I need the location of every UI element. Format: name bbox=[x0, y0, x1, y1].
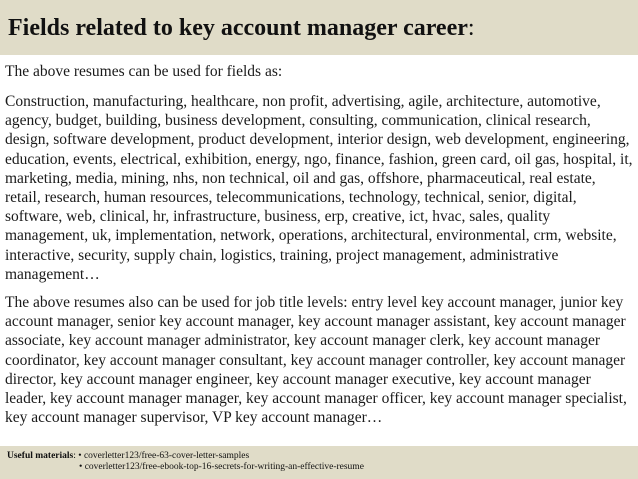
intro-text: The above resumes can be used for fields as: bbox=[5, 63, 283, 80]
footer-row-2 bbox=[7, 462, 638, 473]
useful-materials-colon: : bbox=[73, 451, 79, 461]
footer-link-cover-letters[interactable]: • coverletter123/free-63-cover-letter-samples bbox=[78, 451, 250, 461]
title-colon: : bbox=[467, 15, 475, 41]
footer-row-1 bbox=[7, 451, 638, 462]
useful-materials-label: Useful materials bbox=[7, 451, 74, 461]
title-text: Fields related to key account manager career bbox=[8, 15, 468, 41]
page-title bbox=[8, 14, 638, 42]
title-bar bbox=[0, 0, 638, 55]
footer-bar bbox=[0, 446, 638, 479]
footer-link-ebook[interactable]: • coverletter123/free-ebook-top-16-secrets-for-writing-an-effective-resume bbox=[79, 462, 364, 472]
job-titles-paragraph: The above resumes also can be used for job title levels: entry level key account manager, junior key account manager, senior key account manager, key account manager assistant, key account manager associate, key account manager administrator, key account manager clerk, key account manager coordinator, key account manager consultant, key account manager controller, key account manager director, key account manager engineer, key account manager executive, key account manager leader, key account manager manager, key account manager officer, key account manager specialist, key account manager supervisor, VP key account manager… bbox=[5, 294, 627, 427]
main-content bbox=[5, 62, 633, 436]
fields-paragraph: Construction, manufacturing, healthcare, non profit, advertising, agile, architecture, automotive, agency, budget, building, business development, consulting, communication, clinical research, design, software development, product development, interior design, web development, engineering, education, events, electrical, exhibition, energy, ngo, finance, fashion, green card, oil gas, hospital, it, marketing, media, mining, nhs, non technical, oil and gas, offshore, pharmaceutical, real estate, retail, research, human resources, telecommunications, technology, technical, senior, digital, software, web, clinical, hr, infrastructure, business, erp, creative, ict, hvac, sales, quality management, uk, implementation, network, operations, architectural, environmental, crm, website, interactive, security, supply chain, logistics, training, project management, administrative management… bbox=[5, 93, 633, 283]
